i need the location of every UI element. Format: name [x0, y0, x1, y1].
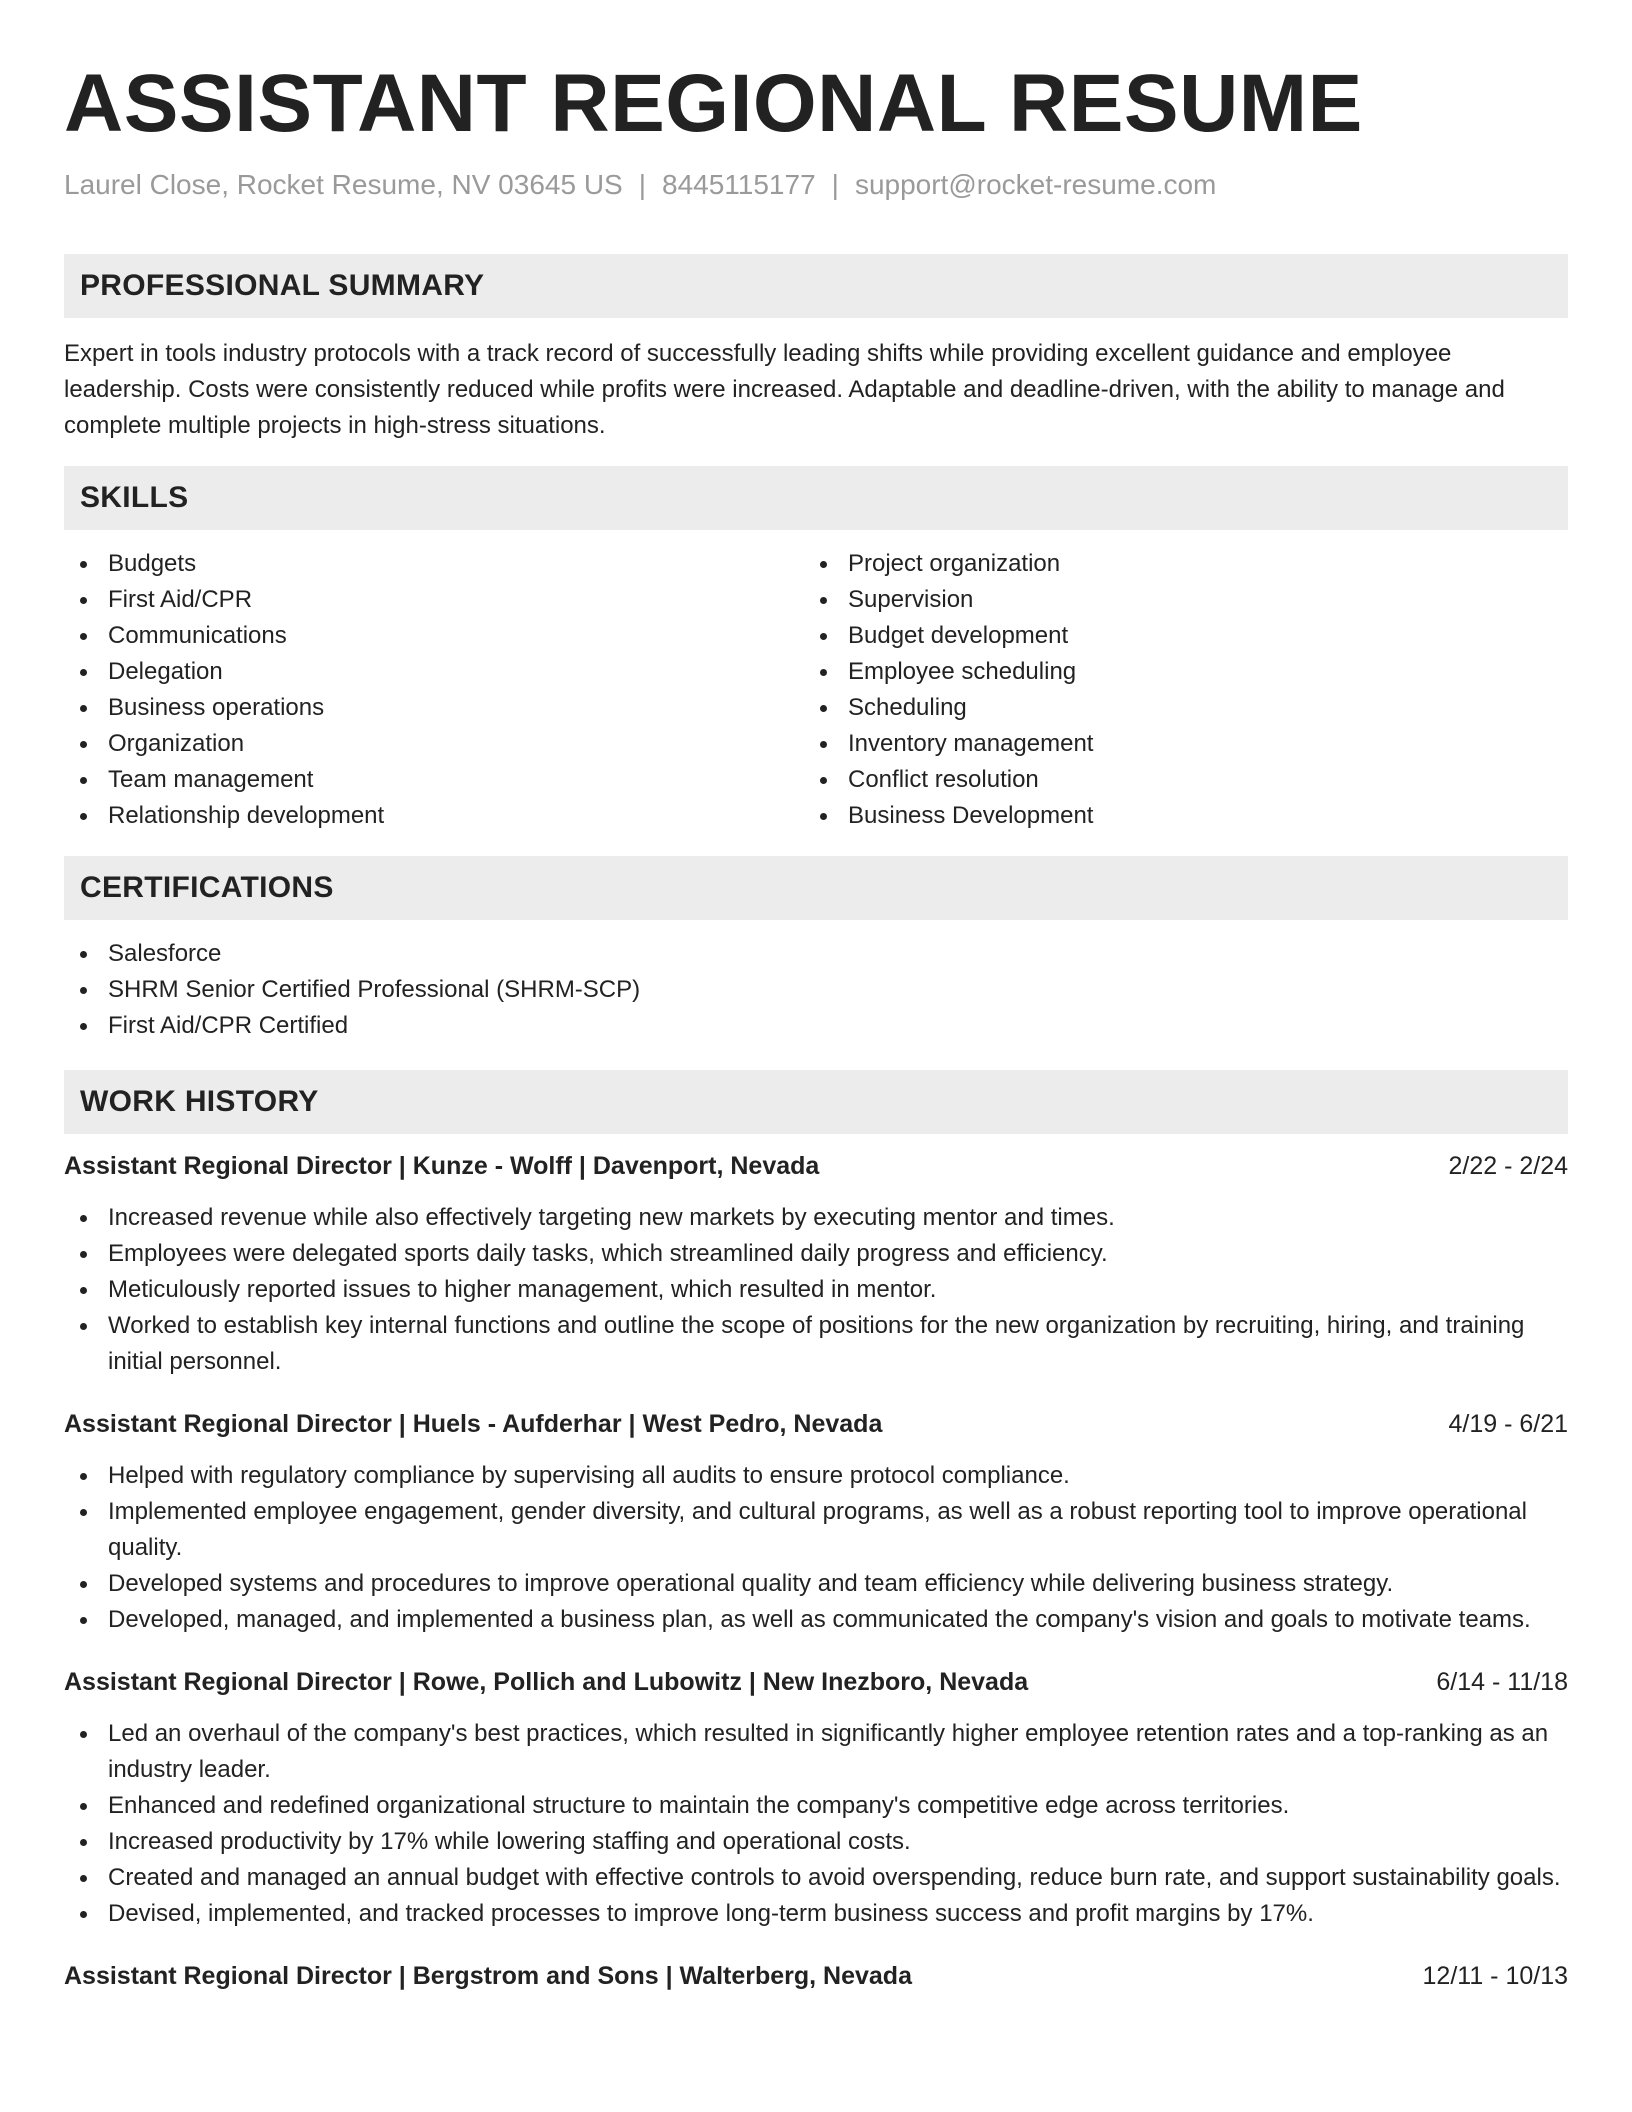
skill-item: Delegation	[64, 654, 804, 690]
summary-heading: PROFESSIONAL SUMMARY	[80, 269, 485, 302]
skill-item: Relationship development	[64, 798, 804, 834]
job-bullet: Increased productivity by 17% while lowering staffing and operational costs.	[64, 1824, 1568, 1860]
skill-item: Scheduling	[804, 690, 1568, 726]
job-bullet: Helped with regulatory compliance by supervising all audits to ensure protocol compliance.	[64, 1458, 1568, 1494]
job-entry	[64, 1958, 1568, 1994]
skill-item: Conflict resolution	[804, 762, 1568, 798]
job-bullet: Implemented employee engagement, gender diversity, and cultural programs, as well as a robust reporting tool to improve operational quality.	[64, 1494, 1568, 1566]
skills-list-right	[804, 546, 1568, 834]
certification-item: SHRM Senior Certified Professional (SHRM-SCP)	[64, 972, 1568, 1008]
job-bullet: Enhanced and redefined organizational structure to maintain the company's competitive edge across territories.	[64, 1788, 1568, 1824]
skill-item: First Aid/CPR	[64, 582, 804, 618]
skills-list-left	[64, 546, 804, 834]
job-entry	[64, 1664, 1568, 1932]
skill-item: Supervision	[804, 582, 1568, 618]
job-dates: 2/22 - 2/24	[1448, 1152, 1568, 1180]
certification-item: First Aid/CPR Certified	[64, 1008, 1568, 1044]
certifications-list	[64, 936, 1568, 1044]
skill-item: Communications	[64, 618, 804, 654]
contact-phone: 8445115177	[662, 169, 816, 200]
certifications-section-header	[64, 856, 1568, 920]
job-header	[64, 1148, 1568, 1184]
contact-separator: |	[638, 169, 646, 200]
job-bullet: Created and managed an annual budget with effective controls to avoid overspending, reduce burn rate, and support sustainability goals.	[64, 1860, 1568, 1896]
skill-item: Employee scheduling	[804, 654, 1568, 690]
job-entry	[64, 1406, 1568, 1638]
job-title: Assistant Regional Director | Bergstrom and Sons | Walterberg, Nevada	[64, 1962, 912, 1990]
job-dates: 12/11 - 10/13	[1422, 1962, 1568, 1990]
job-bullet: Employees were delegated sports daily tasks, which streamlined daily progress and efficiency.	[64, 1236, 1568, 1272]
certification-item: Salesforce	[64, 936, 1568, 972]
skill-item: Project organization	[804, 546, 1568, 582]
contact-address: Laurel Close, Rocket Resume, NV 03645 US	[64, 169, 623, 200]
job-bullets	[64, 1458, 1568, 1638]
resume-title: ASSISTANT REGIONAL RESUME	[64, 58, 1363, 149]
skills-section-header	[64, 466, 1568, 530]
certifications-heading: CERTIFICATIONS	[80, 871, 334, 904]
job-bullet: Increased revenue while also effectively targeting new markets by executing mentor and times.	[64, 1200, 1568, 1236]
work-heading: WORK HISTORY	[80, 1085, 319, 1118]
skill-item: Business operations	[64, 690, 804, 726]
job-bullets	[64, 1716, 1568, 1932]
skills-heading: SKILLS	[80, 481, 189, 514]
job-title: Assistant Regional Director | Huels - Aufderhar | West Pedro, Nevada	[64, 1410, 883, 1438]
job-header	[64, 1958, 1568, 1994]
job-bullet: Devised, implemented, and tracked processes to improve long-term business success and profit margins by 17%.	[64, 1896, 1568, 1932]
skill-item: Team management	[64, 762, 804, 798]
job-title: Assistant Regional Director | Rowe, Pollich and Lubowitz | New Inezboro, Nevada	[64, 1668, 1029, 1696]
job-header	[64, 1664, 1568, 1700]
job-header	[64, 1406, 1568, 1442]
contact-line	[64, 168, 1568, 202]
job-bullets	[64, 1200, 1568, 1380]
skill-item: Inventory management	[804, 726, 1568, 762]
skill-item: Organization	[64, 726, 804, 762]
summary-text: Expert in tools industry protocols with a track record of successfully leading shifts while providing excellent guidance and employee leadership. Costs were consistently reduced while profits were increased. Adaptable and deadline-driven, with the ability to manage and complete multiple projects in high-stress situations.	[64, 340, 1505, 439]
job-title: Assistant Regional Director | Kunze - Wolff | Davenport, Nevada	[64, 1152, 820, 1180]
contact-separator: |	[831, 169, 839, 200]
job-bullet: Worked to establish key internal functions and outline the scope of positions for the new organization by recruiting, hiring, and training initial personnel.	[64, 1308, 1568, 1380]
job-dates: 4/19 - 6/21	[1448, 1410, 1568, 1438]
job-dates: 6/14 - 11/18	[1436, 1668, 1568, 1696]
summary-section-header	[64, 254, 1568, 318]
skill-item: Budgets	[64, 546, 804, 582]
job-entry	[64, 1148, 1568, 1380]
job-bullet: Developed systems and procedures to improve operational quality and team efficiency while delivering business strategy.	[64, 1566, 1568, 1602]
skill-item: Business Development	[804, 798, 1568, 834]
job-bullet: Led an overhaul of the company's best practices, which resulted in significantly higher employee retention rates and a top-ranking as an industry leader.	[64, 1716, 1568, 1788]
contact-email: support@rocket-resume.com	[854, 169, 1217, 200]
skills-grid	[64, 530, 1568, 834]
job-bullet: Meticulously reported issues to higher management, which resulted in mentor.	[64, 1272, 1568, 1308]
skill-item: Budget development	[804, 618, 1568, 654]
job-bullet: Developed, managed, and implemented a business plan, as well as communicated the company's vision and goals to motivate teams.	[64, 1602, 1568, 1638]
work-history	[64, 1148, 1568, 1994]
work-section-header	[64, 1070, 1568, 1134]
